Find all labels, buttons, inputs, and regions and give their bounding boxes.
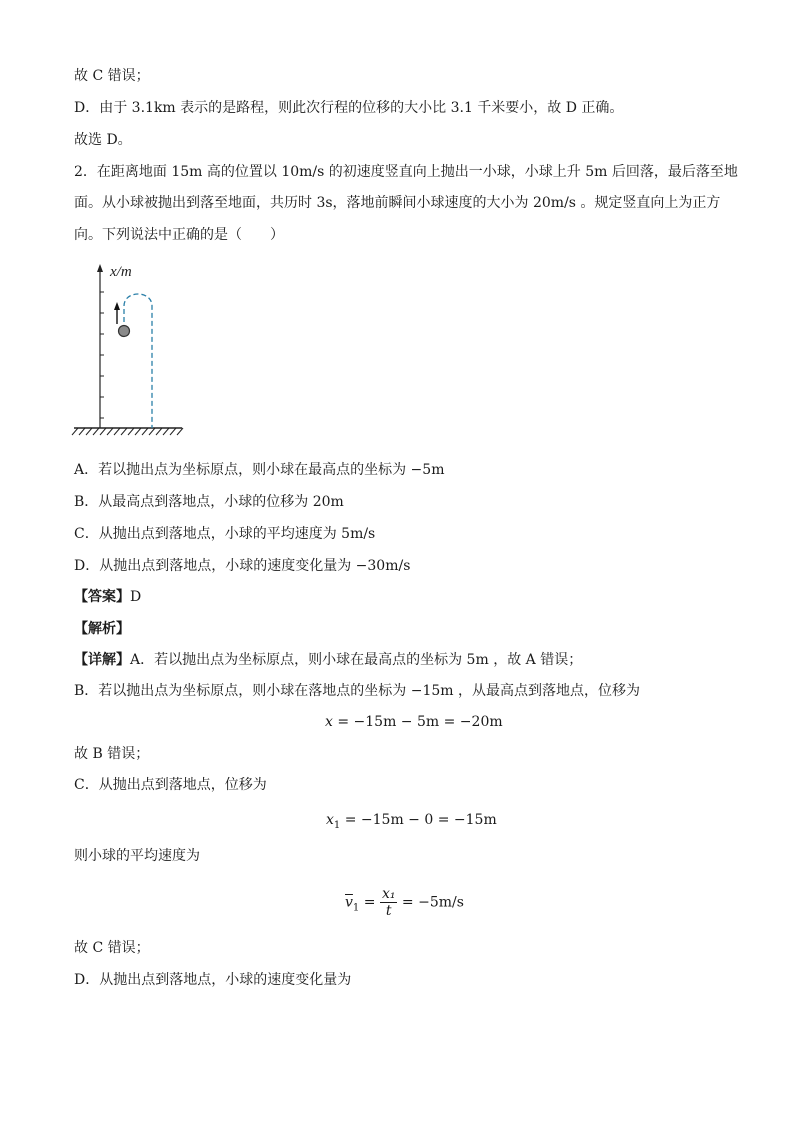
projectile-diagram	[68, 260, 188, 440]
question-line: 2．在距离地面 15m 高的位置以 10m/s 的初速度竖直向上抛出一小球，小球上升 5m 后回落，最后落至地	[74, 164, 738, 180]
question-line: 面。从小球被抛出到落至地面，共历时 3s，落地前瞬间小球速度的大小为 20m/s 。规定竖直向上为正方	[74, 195, 721, 211]
ground-hatch	[72, 428, 183, 435]
option-b: B．从最高点到落地点，小球的位移为 20m	[74, 494, 344, 510]
option-d: D．从抛出点到落地点，小球的速度变化量为 −30m/s	[74, 558, 411, 574]
text-line: 故选 D。	[74, 132, 132, 148]
detail-line-c-mid: 则小球的平均速度为	[74, 848, 200, 864]
analysis-label: 【解析】	[74, 621, 130, 637]
axis-arrow-icon	[97, 264, 103, 272]
equation-2: $x_1 = -15m - 0 = -15m$	[326, 812, 497, 831]
answer-label: 【答案】	[74, 589, 130, 605]
detail-line-b-end: 故 B 错误；	[74, 746, 150, 762]
option-a: A．若以抛出点为坐标原点，则小球在最高点的坐标为 −5m	[74, 462, 445, 478]
option-c: C．从抛出点到落地点，小球的平均速度为 5m/s	[74, 526, 376, 542]
trajectory-path	[124, 294, 152, 428]
detail-line-a: 【详解】A．若以抛出点为坐标原点，则小球在最高点的坐标为 5m ，故 A 错误；	[74, 652, 583, 668]
detail-line-d: D．从抛出点到落地点，小球的速度变化量为	[74, 972, 352, 988]
detail-line-c-end: 故 C 错误；	[74, 940, 150, 956]
detail-label: 【详解】	[74, 652, 130, 668]
arrow-head-icon	[114, 302, 120, 310]
answer-line	[74, 587, 141, 607]
equation-3: $\overline{v}_1$ = $\frac{\text{x₁}}{t}$ = −5m/s	[345, 886, 464, 919]
detail-line-b: B．若以抛出点为坐标原点，则小球在落地点的坐标为 −15m ，从最高点到落地点，位移为	[74, 683, 641, 699]
equation-1: x = −15m − 5m = −20m	[325, 714, 503, 730]
question-line: 向。下列说法中正确的是（ ）	[74, 227, 284, 243]
answer-value: D	[130, 589, 142, 605]
axis-label: x/m	[110, 264, 132, 280]
ball-icon	[119, 326, 130, 337]
detail-line-c: C．从抛出点到落地点，位移为	[74, 777, 267, 793]
text-line: D．由于 3.1km 表示的是路程，则此次行程的位移的大小比 3.1 千米要小，故 D 正确。	[74, 100, 624, 116]
fraction: $\frac{\text{x₁}}{t}$	[381, 886, 396, 919]
text-line: 故 C 错误；	[74, 68, 150, 84]
